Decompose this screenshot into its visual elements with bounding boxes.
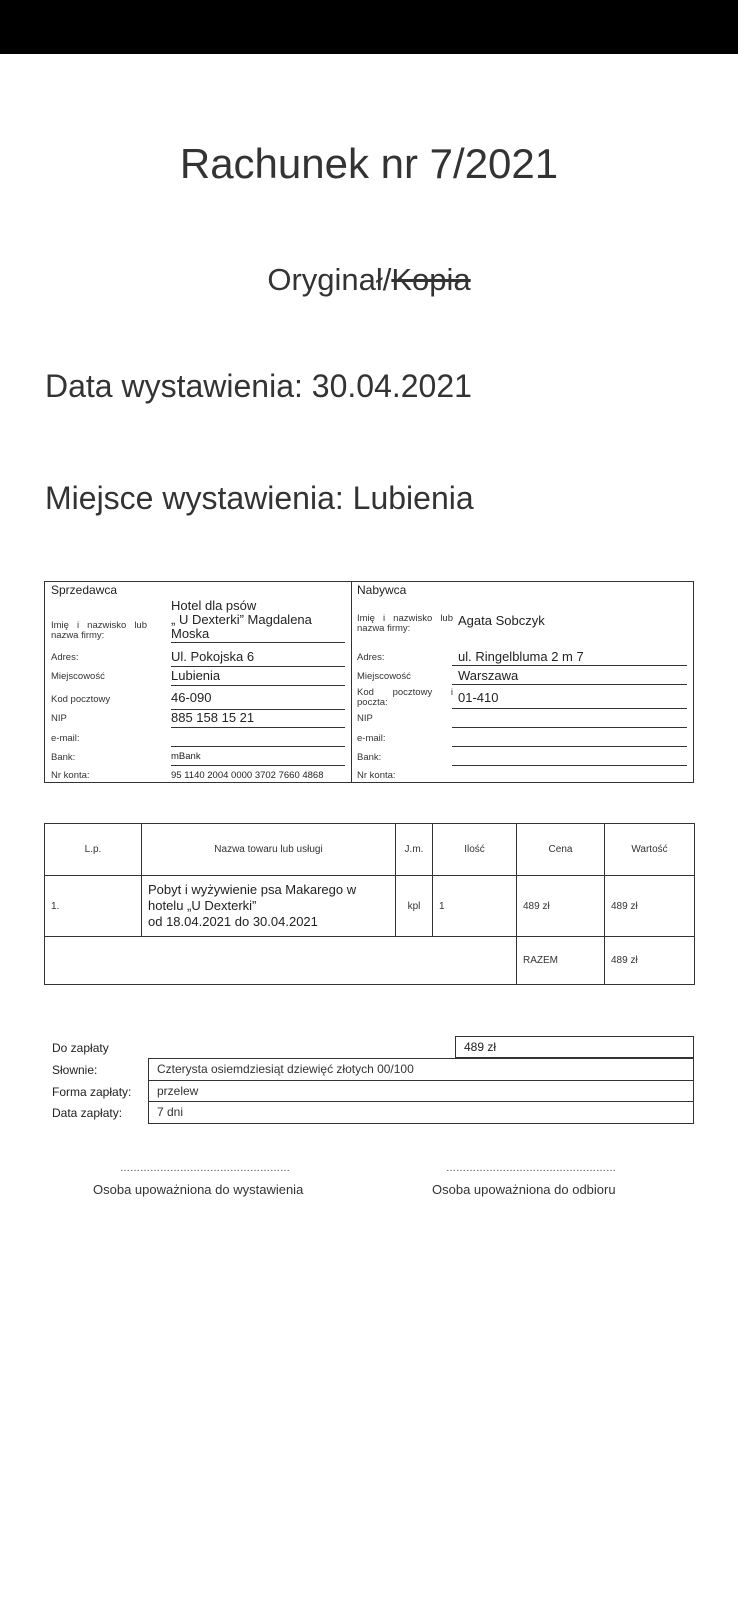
totals-spacer <box>45 937 517 985</box>
row-qty: 1 <box>433 876 517 937</box>
header-name: Nazwa towaru lub usługi <box>142 824 396 876</box>
buyer-address-label: Adres: <box>357 652 385 663</box>
seller-account-label: Nr konta: <box>51 770 90 781</box>
seller-city-row <box>45 668 351 686</box>
seller-name-value <box>171 599 345 643</box>
seller-name-line: Moska <box>171 626 210 641</box>
seller-bank-value: mBank <box>171 748 345 766</box>
buyer-address-value: ul. Ringelbluma 2 m 7 <box>452 649 687 666</box>
header-value: Wartość <box>605 824 695 876</box>
buyer-heading: Nabywca <box>357 583 407 597</box>
buyer-city-value: Warszawa <box>452 668 687 685</box>
method-value: przelew <box>148 1080 694 1102</box>
buyer-nip-row <box>351 710 693 728</box>
buyer-name-value: Agata Sobczyk <box>458 613 545 628</box>
seller-city-value: Lubienia <box>171 668 345 686</box>
document-title: Rachunek nr 7/2021 <box>179 140 559 187</box>
header-lp: L.p. <box>45 824 142 876</box>
seller-column <box>45 582 352 782</box>
buyer-address-row <box>351 649 693 667</box>
buyer-nip-value <box>452 710 687 728</box>
buyer-email-row <box>351 729 693 747</box>
issuer-signature-label: Osoba upoważniona do wystawienia <box>93 1182 304 1197</box>
seller-postal-label: Kod pocztowy <box>51 694 111 705</box>
date-value: 7 dni <box>148 1101 694 1124</box>
buyer-name-label: Imię i nazwisko lub nazwa firmy: <box>357 613 453 634</box>
words-label: Słownie: <box>52 1063 98 1077</box>
seller-bank-label: Bank: <box>51 752 76 763</box>
buyer-bank-row <box>351 748 693 766</box>
item-name-line: hotelu „U Dexterki” <box>148 898 257 913</box>
original-label: Oryginał/ <box>267 262 392 297</box>
buyer-nip-label: NIP <box>357 713 373 724</box>
seller-address-label: Adres: <box>51 652 79 663</box>
status-bar <box>0 0 738 54</box>
row-lp: 1. <box>45 876 142 937</box>
seller-city-label: Miejscowość <box>51 671 105 682</box>
seller-email-label: e-mail: <box>51 733 80 744</box>
buyer-bank-label: Bank: <box>357 752 382 763</box>
seller-account-value: 95 1140 2004 0000 3702 7660 4868 <box>171 770 324 781</box>
receiver-signature-label: Osoba upoważniona do odbioru <box>432 1182 616 1197</box>
seller-email-value <box>171 729 345 747</box>
seller-address-value: Ul. Pokojska 6 <box>171 649 345 667</box>
item-name-line: od 18.04.2021 do 30.04.2021 <box>148 914 318 929</box>
buyer-email-value <box>452 729 687 747</box>
copy-label-struck: Kopia <box>391 262 471 297</box>
original-copy-marker <box>0 262 738 298</box>
issue-place: Miejsce wystawienia: Lubienia <box>45 480 474 516</box>
words-value: Czterysta osiemdziesiąt dziewięć złotych 00/100 <box>148 1058 694 1081</box>
total-label: RAZEM <box>517 937 605 985</box>
seller-bank-row <box>45 748 351 766</box>
seller-name-row <box>45 599 351 647</box>
total-value: 489 zł <box>605 937 695 985</box>
due-label: Do zapłaty <box>52 1041 109 1055</box>
buyer-account-label: Nr konta: <box>357 770 396 781</box>
items-table <box>44 823 695 985</box>
header-qty: Ilość <box>433 824 517 876</box>
seller-name-line: „ U Dexterki” Magdalena <box>171 612 312 627</box>
buyer-bank-value <box>452 748 687 766</box>
date-label: Data zapłaty: <box>52 1106 123 1120</box>
parties-table <box>44 581 694 783</box>
seller-address-row <box>45 649 351 667</box>
header-unit: J.m. <box>396 824 433 876</box>
seller-nip-row <box>45 710 351 728</box>
item-name-line: Pobyt i wyżywienie psa Makarego w <box>148 882 357 897</box>
buyer-postal-row <box>351 688 693 710</box>
buyer-name-row <box>351 599 693 647</box>
buyer-account-row <box>351 767 693 783</box>
seller-postal-value: 46-090 <box>171 690 345 710</box>
row-price: 489 zł <box>517 876 605 937</box>
method-label: Forma zapłaty: <box>52 1085 132 1099</box>
buyer-column <box>351 582 693 782</box>
seller-name-line: Hotel dla psów <box>171 598 257 613</box>
buyer-email-label: e-mail: <box>357 733 386 744</box>
items-header-row <box>45 824 695 876</box>
row-item-name <box>142 876 396 937</box>
issuer-signature-line: …………………………………………… <box>120 1163 290 1174</box>
receiver-signature-line: …………………………………………… <box>446 1163 616 1174</box>
seller-email-row <box>45 729 351 747</box>
row-unit: kpl <box>396 876 433 937</box>
buyer-city-label: Miejscowość <box>357 671 411 682</box>
row-value: 489 zł <box>605 876 695 937</box>
due-value: 489 zł <box>455 1036 694 1058</box>
buyer-city-row <box>351 668 693 686</box>
seller-name-label: Imię i nazwisko lub nazwa firmy: <box>51 620 147 641</box>
totals-row <box>45 937 695 985</box>
seller-postal-row <box>45 688 351 710</box>
buyer-postal-value: 01-410 <box>452 690 687 709</box>
seller-nip-value: 885 158 15 21 <box>171 710 345 728</box>
issue-date: Data wystawienia: 30.04.2021 <box>45 368 472 404</box>
buyer-postal-label: Kod pocztowy i poczta: <box>357 687 453 708</box>
seller-account-row <box>45 767 351 783</box>
header-price: Cena <box>517 824 605 876</box>
seller-nip-label: NIP <box>51 713 67 724</box>
seller-heading: Sprzedawca <box>51 583 118 597</box>
table-row <box>45 876 695 937</box>
